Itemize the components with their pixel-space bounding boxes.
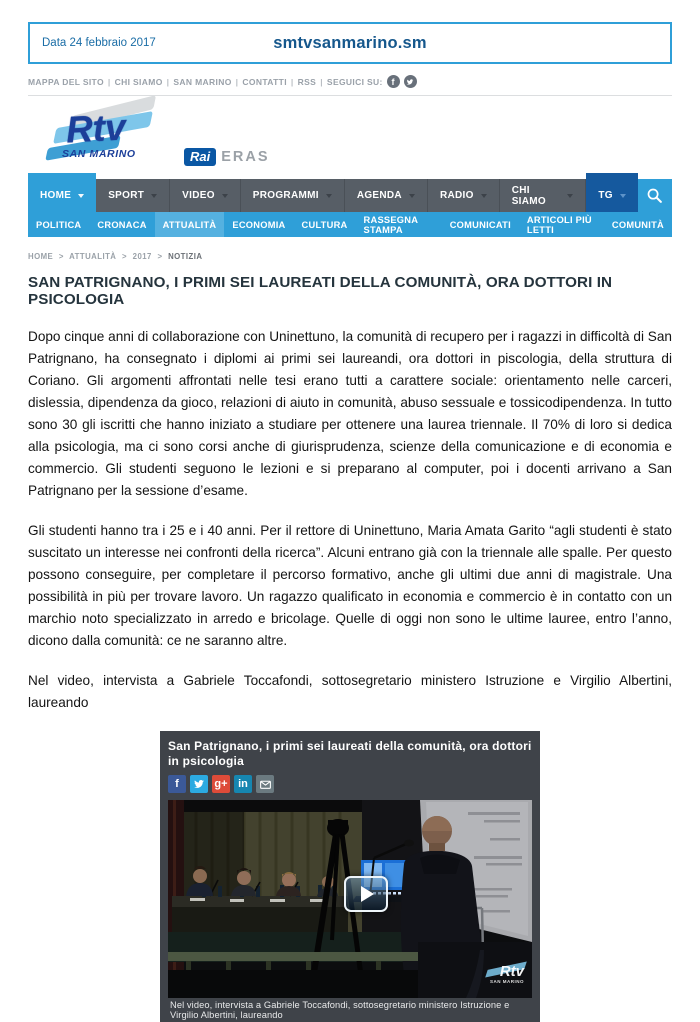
chevron-down-icon	[78, 194, 84, 198]
breadcrumb-attualita[interactable]: ATTUALITÀ	[69, 252, 117, 261]
utility-nav-item-chi-siamo[interactable]: CHI SIAMO	[114, 76, 163, 87]
rtv-watermark	[490, 964, 524, 985]
subnav-item-rassegna-stampa[interactable]	[356, 212, 442, 237]
chevron-down-icon	[409, 194, 415, 198]
watermark-subtext: SAN MARINO	[490, 978, 524, 984]
article-paragraph: Nel video, intervista a Gabriele Toccafondi, sottosegretario ministero Istruzione e Virgilio Albertini, laureando	[28, 673, 672, 710]
subnav-item-comunicati[interactable]	[442, 212, 519, 237]
rai-eras-logo	[184, 148, 270, 166]
nav-label: HOME	[40, 190, 72, 201]
nav-item-agenda[interactable]	[345, 179, 428, 212]
separator: >	[122, 252, 128, 261]
separator: |	[320, 76, 323, 87]
nav-item-tg[interactable]	[586, 173, 638, 212]
nav-label: SPORT	[108, 190, 145, 201]
subnav-item-politica[interactable]	[28, 212, 89, 237]
nav-label: PROGRAMMI	[252, 190, 319, 201]
linkedin-share-icon[interactable]: in	[234, 775, 252, 793]
watermark-text: Rtv	[499, 962, 524, 980]
separator: >	[58, 252, 64, 261]
facebook-share-icon[interactable]: f	[168, 775, 186, 793]
search-icon	[646, 187, 663, 204]
eras-logo-text: ERAS	[221, 149, 270, 165]
nav-label: RADIO	[439, 190, 474, 201]
sub-nav	[28, 212, 672, 237]
share-bar	[168, 775, 532, 793]
rai-logo: Rai	[184, 148, 216, 166]
nav-label: AGENDA	[356, 190, 402, 201]
breadcrumb-2017[interactable]: 2017	[132, 252, 152, 261]
date-label: Data 24 febbraio 2017	[42, 37, 156, 49]
nav-item-programmi[interactable]	[241, 179, 345, 212]
nav-item-radio[interactable]	[428, 179, 500, 212]
article-paragraph: Gli studenti hanno tra i 25 e i 40 anni. Per il rettore di Uninettuno, Maria Amata Garito “agli studenti è stato suscitato un interesse nei confronti della ricerca”. Alcuni entrano già con la triennale alle spalle. Per questo possono conseguire, per completare il percorso formativo, anche gli ultimi due anni di magistrale. Una possibilità in più per trovare lavoro. Un ragazzo qualificato in economia e commercio è in contatto con un marchio noto specializzato in arredo e bricolage. Quelle di oggi non sono le ultime lauree, entro l’anno, dicono dalla comunità: ce ne saranno altre.	[28, 523, 672, 648]
nav-item-home[interactable]	[28, 173, 96, 212]
subnav-label: RASSEGNA STAMPA	[363, 214, 418, 235]
nav-label: TG	[598, 190, 613, 201]
email-share-icon[interactable]	[256, 775, 274, 793]
subnav-label: CULTURA	[301, 219, 348, 230]
subnav-label: ECONOMIA	[232, 219, 286, 230]
chevron-down-icon	[567, 194, 573, 198]
rtv-logo[interactable]	[52, 108, 170, 174]
site-name: smtvsanmarino.sm	[273, 33, 427, 52]
separator: |	[166, 76, 170, 87]
subnav-label: CRONACA	[97, 219, 147, 230]
search-button[interactable]	[638, 179, 672, 212]
subnav-item-economia[interactable]	[224, 212, 293, 237]
subnav-item-cultura[interactable]	[294, 212, 356, 237]
breadcrumb	[28, 252, 672, 261]
separator: >	[157, 252, 163, 261]
page-title: SAN PATRIGNANO, I PRIMI SEI LAUREATI DELLA COMUNITÀ, ORA DOTTORI IN PSICOLOGIA	[28, 274, 613, 308]
twitter-share-icon[interactable]	[190, 775, 208, 793]
play-button[interactable]	[344, 876, 388, 912]
article-paragraph: Dopo cinque anni di collaborazione con Uninettuno, la comunità di recupero per i ragazzi in difficoltà di San Patrignano, ha consegnato i diplomi ai primi sei laureandi, ora dottori in piscologia, della struttura di Coriano. Gli argomenti affrontati nelle tesi erano tutti a carattere sociale: orientamento nelle carceri, dislessia, dipendenza da gioco, relazioni di aiuto in comunità, abuso sessuale e tossicodipendenza. In tutto sono 30 gli iscritti che hanno iniziato a studiare per ottenere una laurea triennale. Il 70% di loro si dedica alla psicologia, ma ci sono corsi anche di giurisprudenza, scienze della comunicazione e di economia e commercio. Gli studenti seguono le lezioni e si preparano al computer, poi i docenti arrivano a San Patrignano per la sessione d’esame.	[28, 329, 672, 498]
video-embed	[160, 731, 540, 1022]
subnav-item-articoli-piu-letti[interactable]	[519, 212, 604, 237]
subnav-item-comunita[interactable]	[604, 212, 672, 237]
subnav-item-cronaca[interactable]	[89, 212, 154, 237]
chevron-down-icon	[222, 194, 228, 198]
subnav-label: COMUNITÀ	[611, 219, 664, 230]
separator: |	[290, 76, 294, 87]
breadcrumb-notizia: NOTIZIA	[168, 252, 203, 261]
subnav-item-attualita[interactable]	[155, 212, 225, 237]
rtv-logo-text: Rtv	[64, 106, 127, 151]
video-title: San Patrignano, i primi sei laureati della comunità, ora dottori in psicologia	[168, 739, 532, 768]
play-icon	[361, 886, 374, 902]
site-header-box	[28, 22, 672, 64]
separator: |	[235, 76, 239, 87]
nav-item-sport[interactable]	[96, 179, 170, 212]
nav-label: VIDEO	[182, 190, 215, 201]
main-nav	[28, 179, 672, 212]
page-container	[28, 0, 672, 1022]
utility-nav-item-mappa[interactable]: MAPPA DEL SITO	[28, 76, 104, 87]
twitter-icon[interactable]	[404, 75, 417, 88]
chevron-down-icon	[620, 194, 626, 198]
chevron-down-icon	[326, 194, 332, 198]
subnav-label: ARTICOLI PIÙ LETTI	[526, 214, 592, 235]
nav-item-video[interactable]	[170, 179, 241, 212]
video-thumbnail[interactable]	[168, 800, 532, 998]
subnav-label: COMUNICATI	[449, 219, 511, 230]
breadcrumb-home[interactable]: HOME	[28, 252, 54, 261]
utility-nav-item-contatti[interactable]: CONTATTI	[242, 76, 287, 87]
utility-nav	[28, 75, 672, 88]
utility-nav-item-rss[interactable]: RSS	[297, 76, 317, 87]
subnav-label: ATTUALITÀ	[162, 219, 217, 230]
chevron-down-icon	[151, 194, 157, 198]
utility-nav-item-san-marino[interactable]: SAN MARINO	[173, 76, 232, 87]
googleplus-share-icon[interactable]: g+	[212, 775, 230, 793]
nav-label: CHI SIAMO	[511, 184, 546, 207]
rtv-logo-subtext: SAN MARINO	[62, 148, 136, 160]
nav-item-chi-siamo[interactable]	[500, 179, 587, 212]
logo-row	[28, 96, 672, 174]
follow-label: SEGUICI SU:	[326, 76, 383, 87]
subnav-label: POLITICA	[36, 219, 82, 230]
chevron-down-icon	[481, 194, 487, 198]
separator: |	[107, 76, 111, 87]
facebook-icon[interactable]: f	[387, 75, 400, 88]
video-caption: Nel video, intervista a Gabriele Toccafondi, sottosegretario ministero Istruzione e Virgilio Albertini, laureando	[170, 1000, 510, 1020]
